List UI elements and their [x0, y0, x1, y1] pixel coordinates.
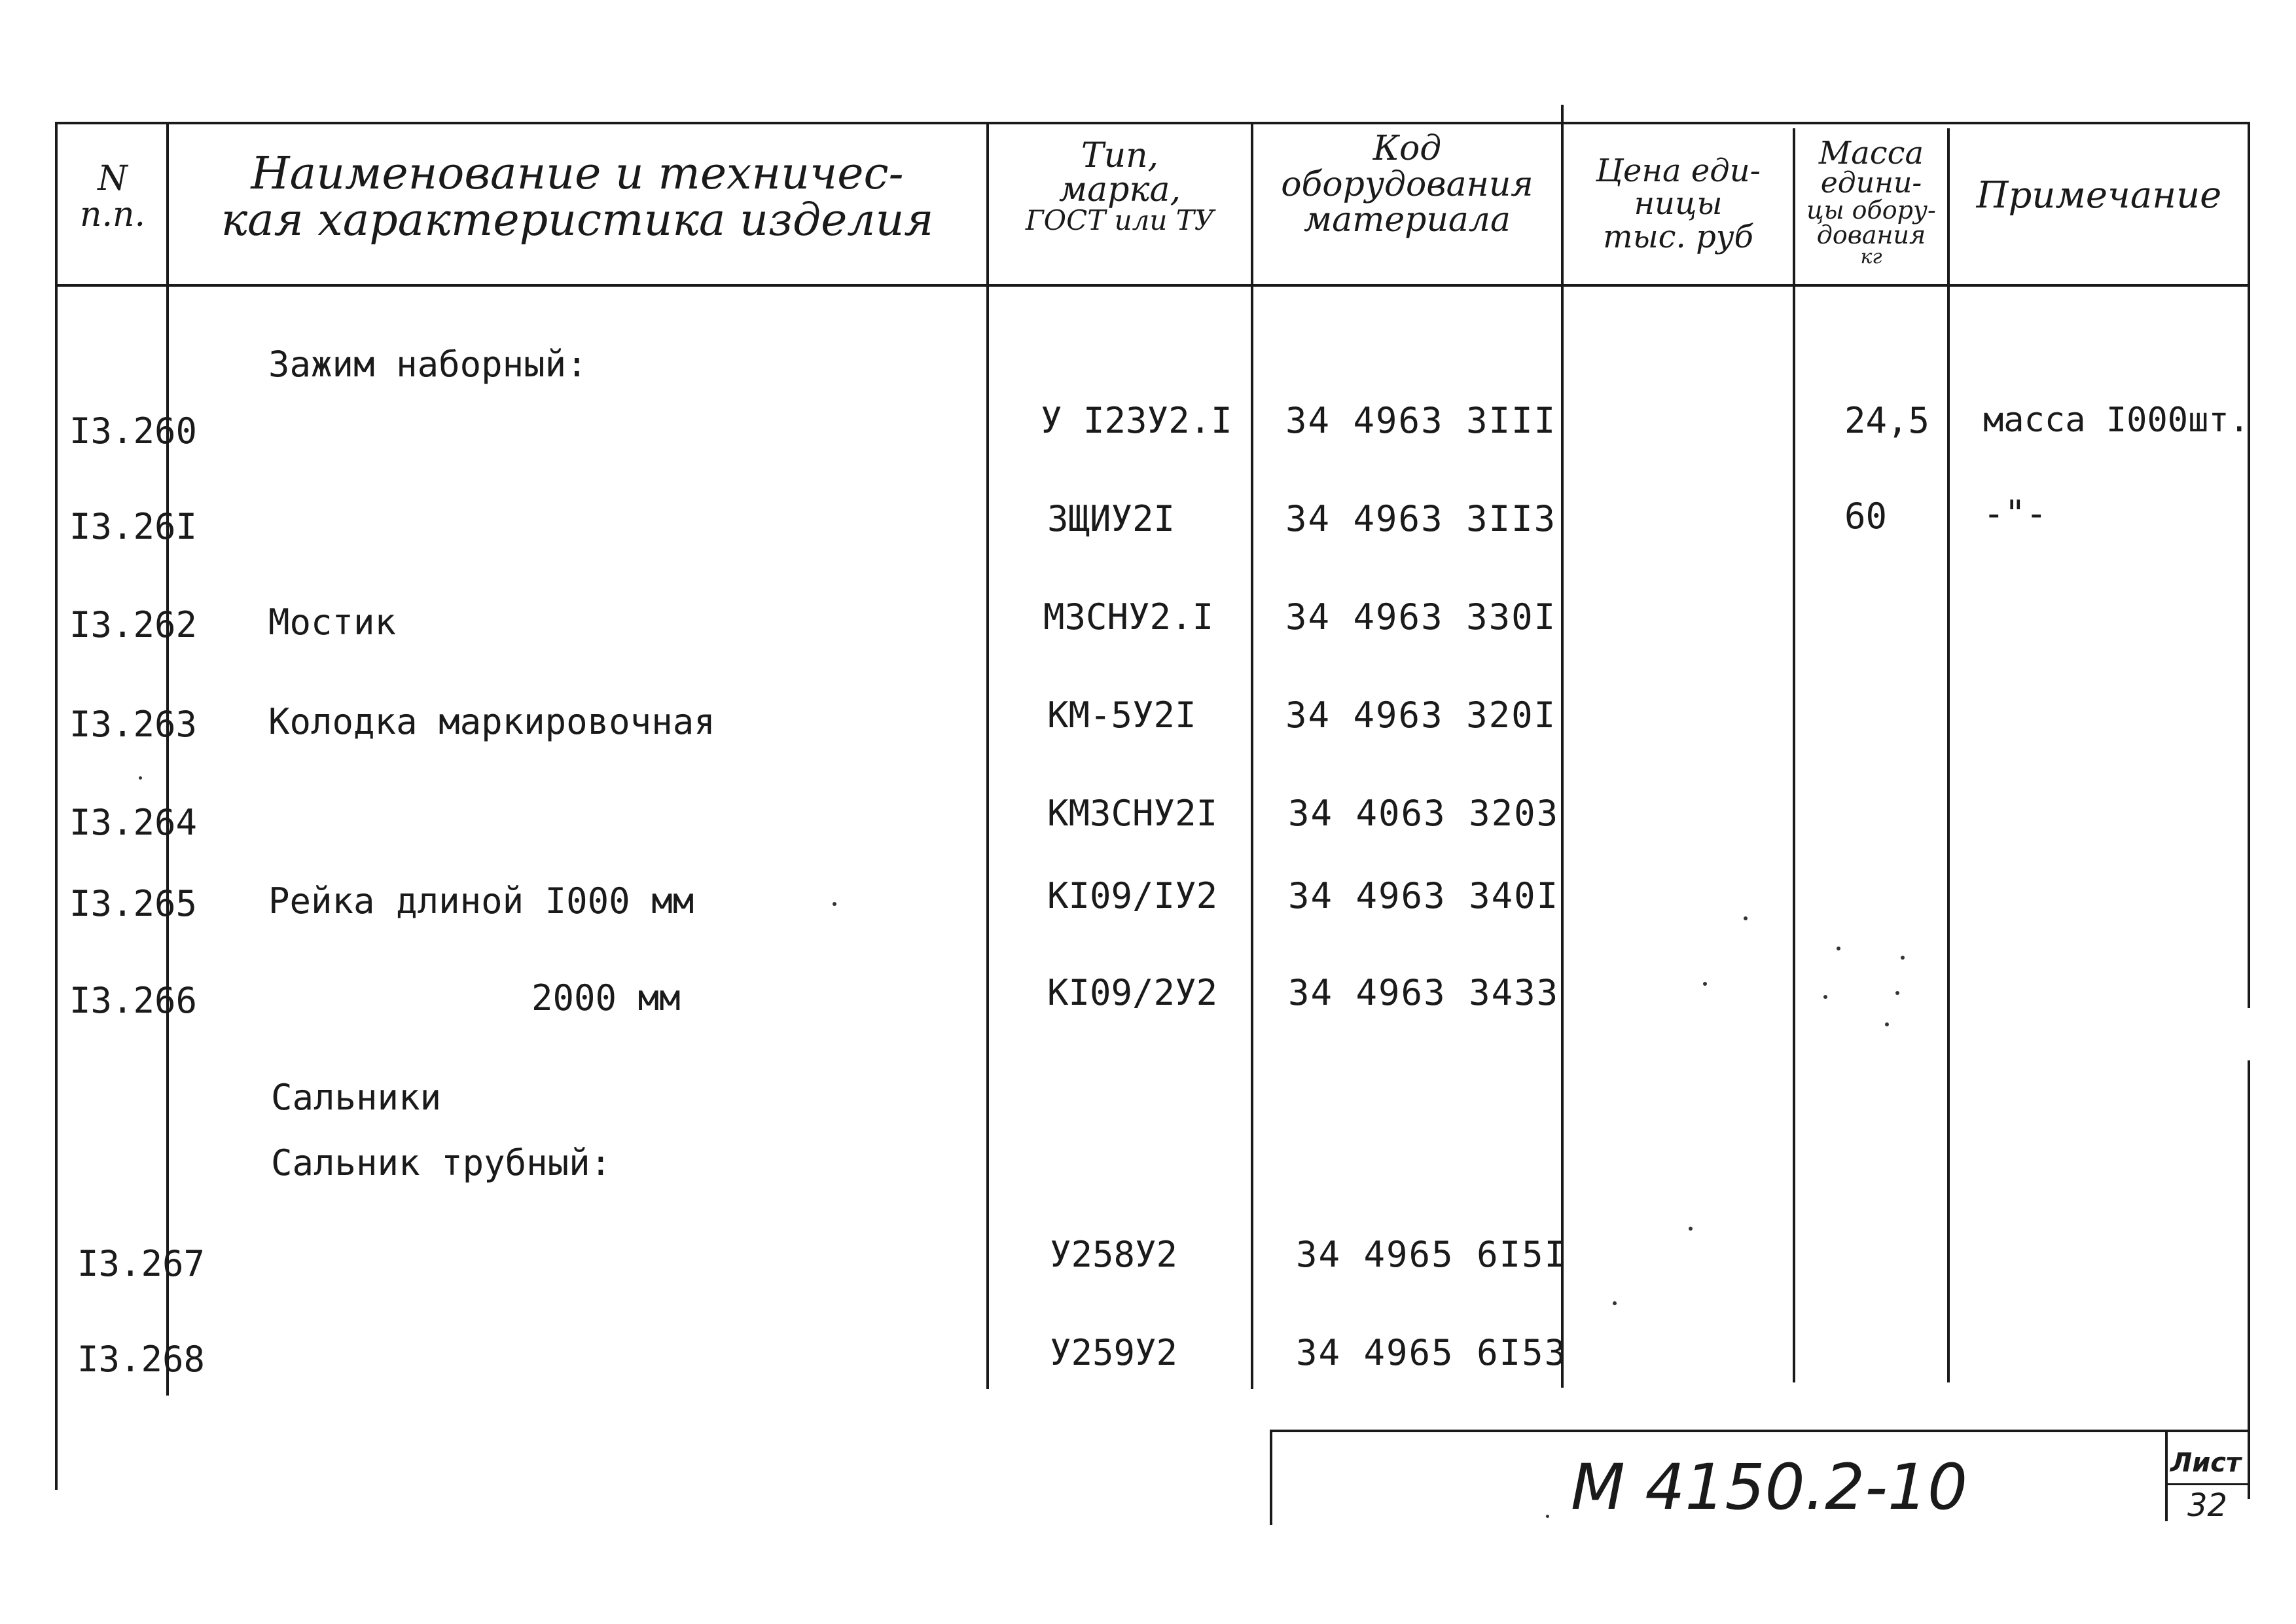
scan-speck	[1901, 956, 1905, 960]
row-8-number: I3.267	[77, 1243, 206, 1284]
header-note	[1952, 174, 2246, 217]
group-heading-pipe-gland: Сальник трубный:	[271, 1142, 612, 1183]
scan-speck	[1703, 982, 1707, 986]
divider-code-price	[1561, 105, 1564, 1388]
header-name-line2: кая характеристика изделия	[221, 194, 934, 247]
header-code	[1253, 131, 1561, 238]
row-6-name: Рейка длиной I000 мм	[268, 880, 694, 922]
row-6-number: I3.265	[69, 883, 198, 924]
group-heading-glands: Сальники	[271, 1077, 442, 1118]
row-1-note: масса I000шт.	[1983, 401, 2250, 440]
row-2-number: I3.26I	[69, 506, 198, 547]
row-1-code: 34 4963 3III	[1285, 400, 1557, 441]
scan-speck	[1689, 1227, 1693, 1231]
sheet-label: Лист	[2170, 1448, 2242, 1478]
scan-speck	[1823, 995, 1827, 999]
divider-name-type	[986, 122, 989, 1389]
row-1-number: I3.260	[69, 410, 198, 452]
divider-num-name	[166, 122, 169, 1396]
header-mass-line1: Масса	[1818, 135, 1924, 171]
row-7-code: 34 4963 3433	[1288, 972, 1560, 1013]
divider-type-code	[1251, 122, 1253, 1389]
row-4-type: КМ-5У2I	[1047, 695, 1196, 736]
row-2-code: 34 4963 3II3	[1285, 498, 1557, 539]
row-5-number: I3.264	[69, 802, 198, 843]
stamp-left-border	[1270, 1430, 1272, 1525]
header-mass-line4: дования	[1816, 221, 1926, 249]
row-5-type: КМ3СНУ2I	[1047, 793, 1218, 834]
row-6-type: КI09/IУ2	[1047, 875, 1218, 916]
row-9-code: 34 4965 6I53	[1296, 1332, 1568, 1373]
header-price	[1566, 154, 1790, 253]
header-mass	[1797, 137, 1946, 267]
header-number-line1: N	[98, 159, 128, 198]
header-number	[60, 161, 165, 232]
scan-speck	[1613, 1301, 1617, 1305]
header-bottom-border	[55, 284, 2250, 287]
header-price-line1: Цена еди-	[1596, 153, 1761, 189]
sheet-number: 32	[2187, 1487, 2228, 1524]
header-note-line1: Примечание	[1976, 174, 2222, 217]
divider-mass-note	[1947, 128, 1950, 1382]
row-7-type: КI09/2У2	[1047, 972, 1218, 1013]
stamp-top-border	[1270, 1430, 2250, 1432]
row-3-number: I3.262	[69, 604, 198, 645]
header-type-line2: марка,	[1059, 170, 1181, 209]
header-mass-line2: едини-	[1820, 166, 1922, 200]
divider-price-mass	[1793, 128, 1795, 1382]
scan-speck	[1744, 916, 1748, 920]
scan-speck	[1546, 1515, 1549, 1518]
row-3-code: 34 4963 330I	[1285, 596, 1557, 638]
row-4-code: 34 4963 320I	[1285, 695, 1557, 736]
row-4-name: Колодка маркировочная	[268, 701, 715, 742]
header-type	[992, 136, 1248, 236]
header-price-line3: тыс. руб	[1603, 218, 1753, 255]
row-9-type: У259У2	[1050, 1332, 1178, 1373]
header-code-line3: материала	[1303, 200, 1511, 240]
row-8-type: У258У2	[1050, 1234, 1178, 1275]
table-top-border	[55, 122, 2250, 124]
header-type-line1: Тип,	[1081, 136, 1159, 175]
header-mass-line3: цы обору-	[1806, 196, 1936, 225]
scan-speck	[833, 902, 836, 906]
header-name-line1: Наименование и техничес-	[251, 148, 904, 200]
row-2-type: 3ЩИУ2I	[1047, 498, 1175, 539]
document-number: М 4150.2-10	[1571, 1451, 1968, 1524]
table-left-border	[55, 122, 58, 1490]
header-price-line2: ницы	[1634, 185, 1723, 223]
header-code-line1: Код	[1372, 129, 1442, 168]
row-3-type: М3СНУ2.I	[1043, 596, 1214, 638]
stamp-sheet-divider	[2165, 1430, 2168, 1521]
stamp-sheet-hline	[2165, 1483, 2250, 1485]
row-7-number: I3.266	[69, 980, 198, 1021]
row-8-code: 34 4965 6I5I	[1296, 1234, 1568, 1275]
scan-speck	[1895, 991, 1899, 995]
row-1-type: У I23У2.I	[1041, 400, 1232, 441]
header-code-line2: оборудования	[1281, 164, 1534, 204]
table-right-border-lower	[2248, 1060, 2250, 1499]
row-1-mass: 24,5	[1844, 400, 1930, 441]
row-2-mass: 60	[1844, 496, 1888, 537]
scan-speck	[139, 776, 142, 780]
group-heading-clamp: Зажим наборный:	[268, 344, 588, 385]
table-right-border-upper	[2248, 124, 2250, 1008]
row-5-code: 34 4063 3203	[1288, 793, 1560, 834]
row-9-number: I3.268	[77, 1339, 206, 1380]
header-name	[171, 148, 983, 247]
row-3-name: Мостик	[268, 602, 397, 643]
row-7-name: 2000 мм	[531, 977, 681, 1019]
scan-speck	[1837, 947, 1840, 950]
header-type-line3: ГОСТ или ТУ	[1025, 204, 1215, 236]
header-mass-line5: кг	[1860, 245, 1882, 268]
row-4-number: I3.263	[69, 704, 198, 745]
scan-speck	[1885, 1022, 1889, 1026]
row-6-code: 34 4963 340I	[1288, 875, 1560, 916]
row-2-note: -"-	[1983, 493, 2047, 534]
header-number-line2: п.п.	[79, 194, 146, 234]
